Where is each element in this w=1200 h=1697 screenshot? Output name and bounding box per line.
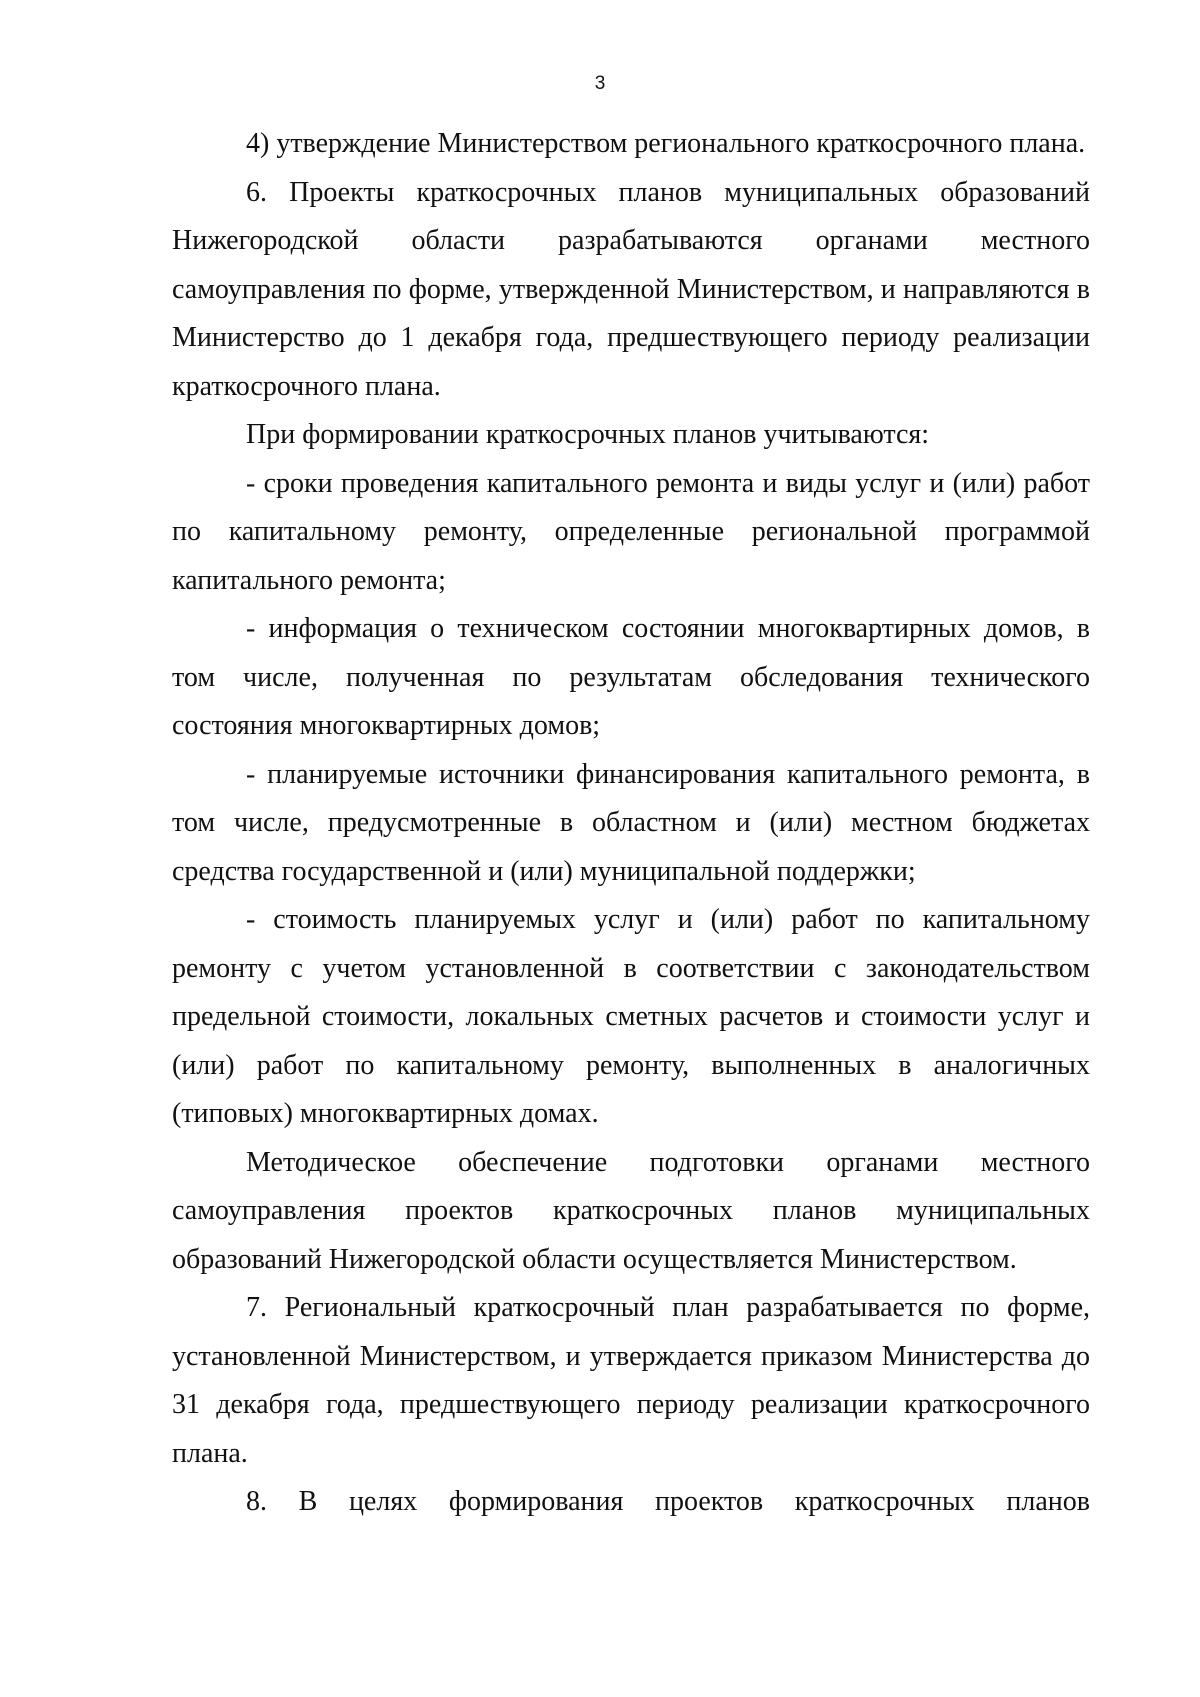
paragraph-section-6: 6. Проекты краткосрочных планов муниципальных образований Нижегородской области разрабатываются органами местного самоуправления по форме, утвержденной Министерством, и направляются в Министерство до 1 декабря года, предшествующего периоду реализации краткосрочного плана. [172,176,1090,402]
list-item-cost: - стоимость планируемых услуг и (или) работ по капитальному ремонту с учетом установленной в соответствии с законодательством предельной стоимости, локальных сметных расчетов и стоимости услуг и (или) работ по капитальному ремонту, выполненных в аналогичных (типовых) многоквартирных домах. [172,904,1090,1129]
paragraph-item-4: 4) утверждение Министерством регионального краткосрочного плана. [246,128,1086,159]
paragraph-section-8: 8. В целях формирования проектов краткосрочных планов [246,1486,1090,1517]
list-item-funding-sources: - планируемые источники финансирования капитального ремонта, в том числе, предусмотренные в областном и (или) местном бюджетах средства государственной и (или) муниципальной поддержки; [172,758,1090,887]
paragraph-considerations-intro: При формировании краткосрочных планов учитываются: [246,419,930,450]
document-body [172,120,1090,1527]
paragraph-section-7: 7. Региональный краткосрочный план разрабатывается по форме, установленной Министерством, и утверждается приказом Министерства до 31 декабря года, предшествующего периоду реализации краткосрочного плана. [172,1292,1090,1469]
paragraph-methodical-support: Методическое обеспечение подготовки органами местного самоуправления проектов краткосрочных планов муниципальных образований Нижегородской области осуществляется Министерством. [172,1146,1090,1275]
list-item-repair-terms: - сроки проведения капитального ремонта и виды услуг и (или) работ по капитальному ремонту, определенные региональной программой капитального ремонта; [172,467,1090,596]
list-item-technical-condition: - информация о техническом состоянии многоквартирных домов, в том числе, полученная по результатам обследования технического состояния многоквартирных домов; [172,613,1090,741]
page-number: 3 [594,73,606,94]
